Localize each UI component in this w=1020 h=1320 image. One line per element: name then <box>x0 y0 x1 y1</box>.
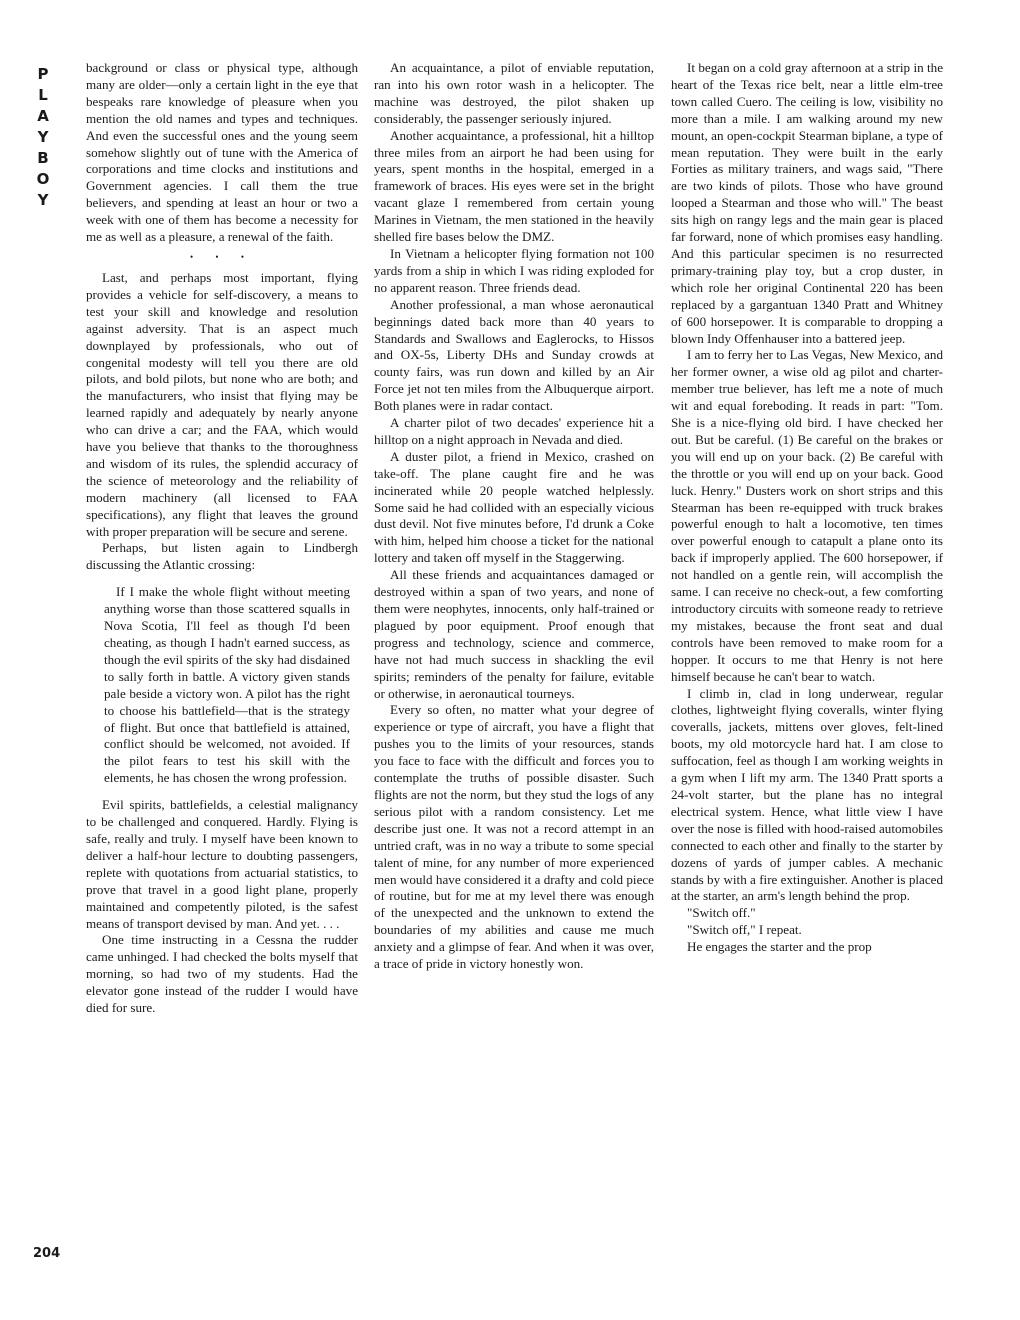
paragraph: Last, and perhaps most important, flying provides a vehicle for self-discovery, a means to test your skill and knowledge and resolution against adversity. That is an aspect much downplayed by professionals, who out of congenital modesty will tell you there are old pilots, and bold pilots, but none who are both; and the manufacturers, who insist that flying may be learned rapidly and adequately by nearly anyone who can drive a car; and the FAA, which would have you believe that thanks to the thoroughness and wisdom of its rules, the splendid accuracy of the science of meteorology and the reliability of modern machinery (all licensed to FAA specifications), any flight that leaves the ground with proper preparation will be secure and serene. <box>86 269 358 539</box>
paragraph: Another professional, a man whose aeronautical beginnings dated back more than 40 years to Standards and Swallows and Eaglerocks, to Hissos and OX-5s, Liberty DHs and Sunday crowds at county fairs, was run down and killed by an Air Force jet not ten miles from the Albuquerque airport. Both planes were in radar contact. <box>374 296 654 414</box>
masthead-letter: Y <box>37 191 49 209</box>
paragraph: All these friends and acquaintances damaged or destroyed within a span of two years, and none of them were neophytes, innocents, only half-trained or plagued by poor equipment. Proof enough that progress and technology, science and commerce, have not had much success in shackling the evil spirits; reminders of the penalty for failure, evitable or otherwise, in aeronautical tourneys. <box>374 567 654 701</box>
masthead-letter: O <box>36 170 50 188</box>
paragraph: A charter pilot of two decades' experience hit a hilltop on a night approach in Nevada and died. <box>374 415 654 447</box>
masthead-letter: A <box>37 107 49 125</box>
paragraph: "Switch off," I repeat. <box>687 922 802 938</box>
paragraph: I climb in, clad in long underwear, regular clothes, lightweight flying coveralls, winter flying coveralls, jackets, mittens over gloves, felt-lined boots, my old motorcycle hard hat. I am close to suffocation, feel as though I am working weights in a gym when I lift my arm. The 1340 Pratt sports a 24-volt starter, but the plane has no integral electrical system. Hence, what little view I have over the nose is filled with hood-raised automobiles connected to each other and finally to the starter by dozens of yards of jumper cables. A mechanic stands by with a fire extinguisher. Another is placed at the starter, an arm's length behind the prop. <box>671 685 943 904</box>
paragraph: Perhaps, but listen again to Lindbergh discussing the Atlantic crossing: <box>86 540 358 573</box>
paragraph: One time instructing in a Cessna the rudder came unhinged. I had checked the bolts myself that morning, so had two of my students. Had the elevator gone instead of the rudder I would have died for sure. <box>86 932 358 1016</box>
masthead-playboy <box>32 64 54 211</box>
block-quote: If I make the whole flight without meeting anything worse than those scattered squalls in Nova Scotia, I'll feel as though I'd been cheating, as though I hadn't earned success, as though the evil spirits of the sky had disdained to sally forth in battle. A victory given stands pale beside a victory won. A pilot has the right to choose his battlefield—that is the strategy of flight. But once that battlefield is attained, conflict should be welcomed, not avoided. If the pilot fears to test his skill with the elements, he has chosen the wrong profession. <box>104 584 350 786</box>
masthead-letter: Y <box>37 128 49 146</box>
paragraph: He engages the starter and the prop <box>687 939 872 955</box>
masthead-letter: L <box>38 86 48 104</box>
paragraph: It began on a cold gray afternoon at a strip in the heart of the Texas rice belt, near a little elm-tree town called Cuero. The ceiling is low, visibility no more than a mile. I am walking around my new mount, an open-cockpit Stearman biplane, a type of mean reputation. They were built in the early Forties as military trainers, and wags said, "There are two kinds of pilots. Those who have ground looped a Stearman and those who will." The beast sits high on rangy legs and the main gear is placed far forward, none of which promises easy handling. And this particular specimen is no resurrected primary-training play toy, but a crop duster, in which role her original Continental 220 has been replaced by a gargantuan 1340 Pratt and Whitney of 600 horsepower. It is comparable to dropping a blown Indy Offenhauser into a battered jeep. <box>671 60 943 346</box>
paragraph: Every so often, no matter what your degree of experience or type of aircraft, you have a flight that pushes you to the limits of your resources, stands you face to face with the difficult and forces you to contemplate the truths of possible disaster. Such flights are not the norm, but they stud the logs of any serious pilot with a random consistency. Let me describe just one. It was not a record attempt in an untried craft, was in no way a tribute to some special talent of mine, for any number of more experienced men would have considered it a drafty and cold piece of routine, but for me at my level there was enough of the unexpected and the unknown to extend the boundaries of my abilities and cause me much anxiety and a glimpse of fear. And when it was over, a trace of pride in victory honestly won. <box>374 702 654 972</box>
paragraph: "Switch off." <box>687 905 756 921</box>
masthead-letter: B <box>37 149 49 167</box>
paragraph: A duster pilot, a friend in Mexico, crashed on take-off. The plane caught fire and he was incinerated while 20 people watched helplessly. Some said he had collided with an especially vicious dust devil. Not five minutes before, I'd drunk a Coke with him, helped him choose a ticket for the national lottery and taken off myself in the Staggerwing. <box>374 448 654 566</box>
paragraph: Another acquaintance, a professional, hit a hilltop three miles from an airport he had been using for years, spent months in the hospital, emerged in a framework of braces. His eyes were set in the bright vacant glaze I remembered from certain young Marines in Vietnam, the men stationed in the heavily shelled fire bases below the DMZ. <box>374 127 654 245</box>
paragraph: background or class or physical type, although many are older—only a certain light in the eye that bespeaks rare knowledge of pleasure when you mention the old names and types and techniques. And even the successful ones and the young seem somehow slightly out of tune with the America of corporations and time clocks and institutions and Government agencies. I call them the true believers, and spending at least an hour or two a week with one of them has become a necessity for me as well as a pleasure, a renewal of the faith. <box>86 60 358 245</box>
masthead-letter: P <box>37 65 49 83</box>
column-1 <box>86 60 358 1300</box>
page-number: 204 <box>33 1246 61 1261</box>
column-3 <box>671 60 943 1300</box>
paragraph: In Vietnam a helicopter flying formation not 100 yards from a ship in which I was riding exploded for no apparent reason. Three friends dead. <box>374 245 654 295</box>
paragraph: I am to ferry her to Las Vegas, New Mexico, and her former owner, a wise old ag pilot and charter-member true believer, has left me a note of much wit and equal foreboding. It reads in part: "Tom. She is a nice-flying old bird. I have checked her out. But be careful. (1) Be careful on the brakes or you will end up on your back. (2) Be careful with the throttle or you will end up on your back. Good luck. Henry." Dusters work on short strips and this Stearman has been re-equipped with truck brakes powerful enough to halt a locomotive, ten times over powerful enough to catapult a plane onto its back if improperly applied. The 600 horsepower, if not handled on a gentle rein, will accomplish the same. I can receive no check-out, a few comforting introductory circuits with someone ready to retrieve my mistakes, because the front seat and dual controls have been removed to make room for a hopper. It occurs to me that Henry is not here himself because he can't bear to watch. <box>671 347 943 684</box>
column-2 <box>374 60 654 1300</box>
paragraph: Evil spirits, battlefields, a celestial malignancy to be challenged and conquered. Hardly. Flying is safe, really and truly. I myself have been known to deliver a half-hour lecture to doubting passengers, replete with quotations from actuarial statistics, to prove that travel in a good light plane, properly maintained and competently piloted, is the safest means of transport devised by man. And yet. . . . <box>86 797 358 931</box>
section-separator: • • • <box>190 251 254 262</box>
paragraph: An acquaintance, a pilot of enviable reputation, ran into his own rotor wash in a helicopter. The machine was destroyed, the pilot shaken up considerably, the passenger seriously injured. <box>374 60 654 126</box>
